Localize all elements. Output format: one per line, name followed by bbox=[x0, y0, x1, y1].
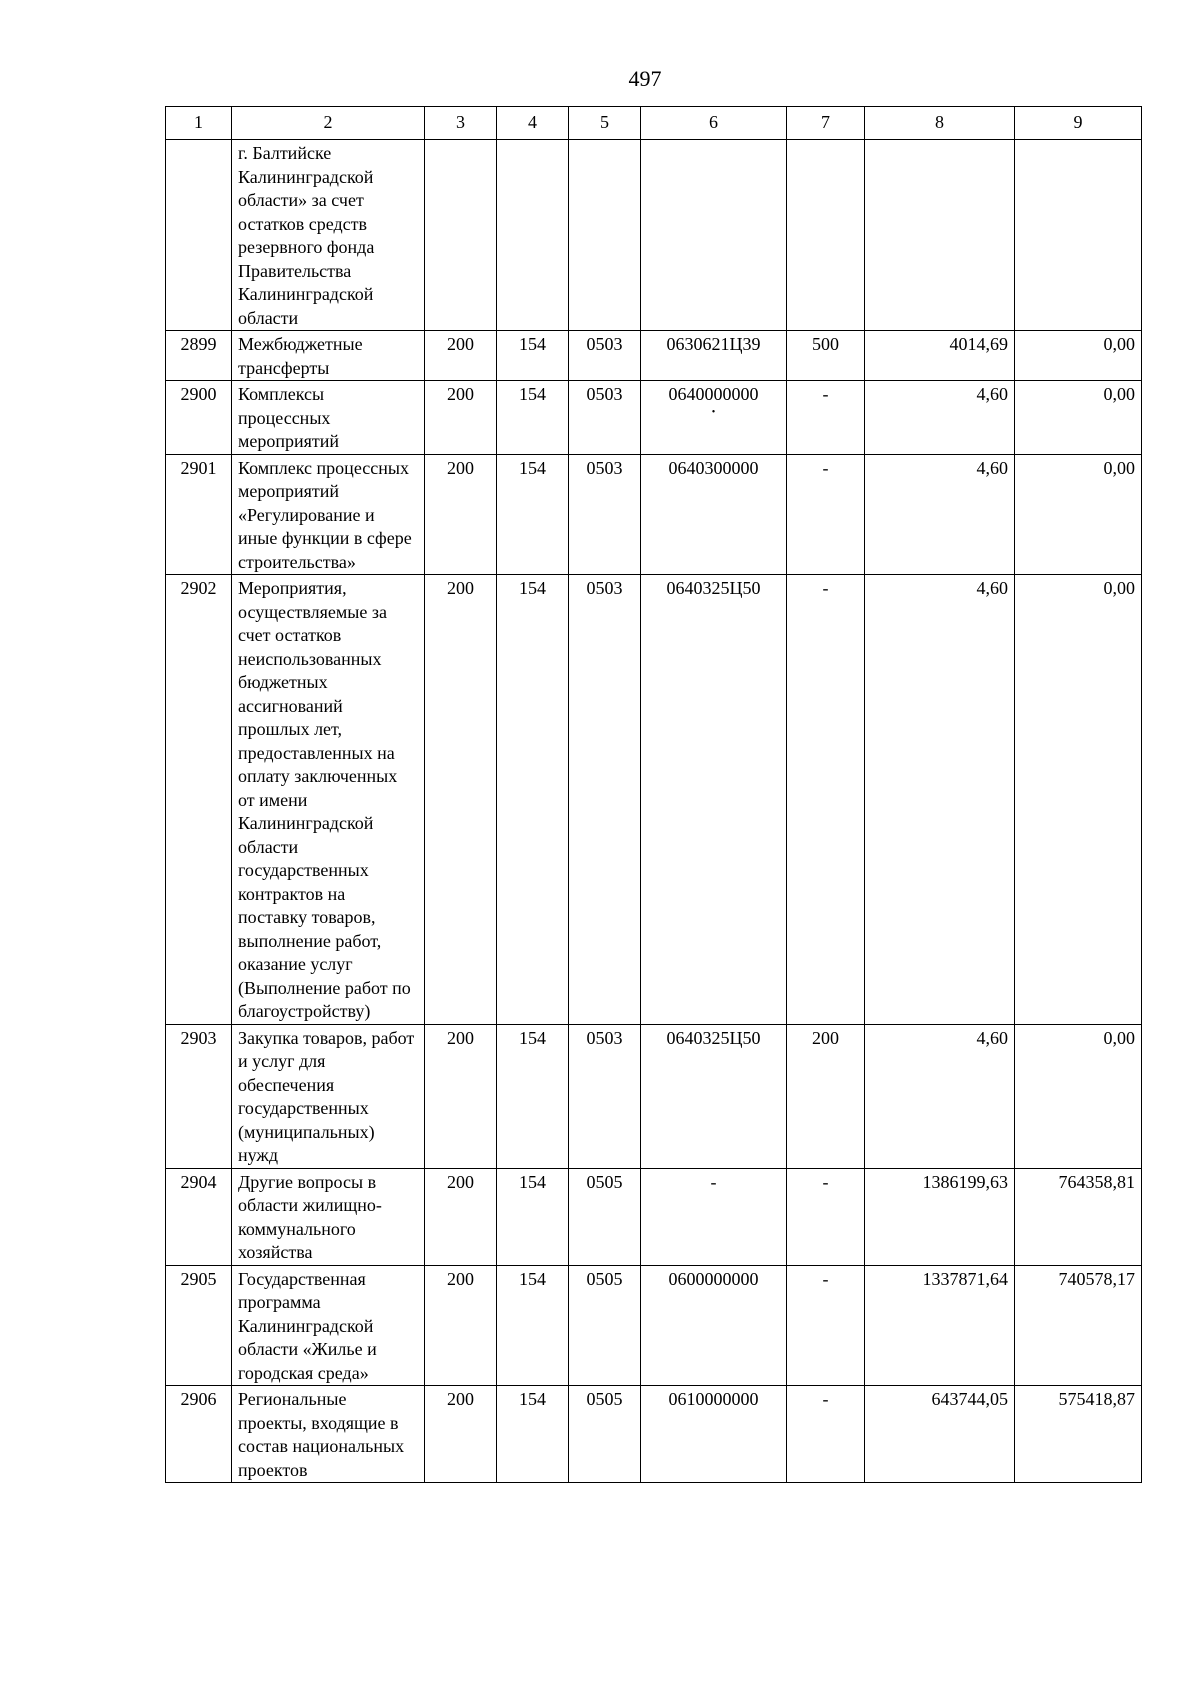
row-number-cell: 2902 bbox=[166, 575, 232, 1025]
table-row bbox=[166, 1024, 1142, 1168]
cell-col5: 0505 bbox=[569, 1168, 641, 1265]
item-name-cell: Комплексы процессных мероприятий bbox=[232, 381, 425, 455]
cell-col9: 764358,81 bbox=[1015, 1168, 1142, 1265]
budget-table bbox=[165, 106, 1142, 1483]
cell-col4: 154 bbox=[497, 1265, 569, 1386]
cell-col3: 200 bbox=[425, 1265, 497, 1386]
cell-col4: 154 bbox=[497, 575, 569, 1025]
cell-col7: - bbox=[787, 454, 865, 575]
cell-col3: 200 bbox=[425, 575, 497, 1025]
cell-col7: 500 bbox=[787, 331, 865, 381]
page-number: 497 bbox=[628, 66, 662, 91]
cell-col7: - bbox=[787, 381, 865, 455]
row-number-cell: 2900 bbox=[166, 381, 232, 455]
cell-col4: 154 bbox=[497, 1386, 569, 1483]
cell-col9: 740578,17 bbox=[1015, 1265, 1142, 1386]
column-header: 6 bbox=[641, 107, 787, 140]
cell-col4: 154 bbox=[497, 1024, 569, 1168]
cell-col4: 154 bbox=[497, 331, 569, 381]
item-name-cell: Другие вопросы в области жилищно-коммунального хозяйства bbox=[232, 1168, 425, 1265]
column-header: 4 bbox=[497, 107, 569, 140]
cell-col6: 0640300000 bbox=[641, 454, 787, 575]
table-row bbox=[166, 1265, 1142, 1386]
cell-col8: 4,60 bbox=[865, 575, 1015, 1025]
cell-col6: 0630621Ц39 bbox=[641, 331, 787, 381]
row-number-cell: 2899 bbox=[166, 331, 232, 381]
column-header: 2 bbox=[232, 107, 425, 140]
column-header: 5 bbox=[569, 107, 641, 140]
cell-col5: 0503 bbox=[569, 454, 641, 575]
cell-col8: 4014,69 bbox=[865, 331, 1015, 381]
column-header: 7 bbox=[787, 107, 865, 140]
cell-col6-value: 0640000000 bbox=[668, 384, 759, 404]
cell-col4 bbox=[497, 140, 569, 331]
cell-col9: 0,00 bbox=[1015, 331, 1142, 381]
cell-col8: 4,60 bbox=[865, 1024, 1015, 1168]
column-header: 8 bbox=[865, 107, 1015, 140]
item-name-cell: Межбюджетные трансферты bbox=[232, 331, 425, 381]
cell-col9: 0,00 bbox=[1015, 575, 1142, 1025]
cell-col6 bbox=[641, 140, 787, 331]
cell-col5: 0503 bbox=[569, 575, 641, 1025]
cell-col7: - bbox=[787, 1265, 865, 1386]
cell-col4: 154 bbox=[497, 381, 569, 455]
cell-col5: 0503 bbox=[569, 331, 641, 381]
cell-col7: - bbox=[787, 1168, 865, 1265]
cell-col9: 0,00 bbox=[1015, 1024, 1142, 1168]
cell-col4: 154 bbox=[497, 454, 569, 575]
cell-col6: 0640325Ц50 bbox=[641, 1024, 787, 1168]
table-row bbox=[166, 1168, 1142, 1265]
table-header-row bbox=[166, 107, 1142, 140]
cell-col9: 575418,87 bbox=[1015, 1386, 1142, 1483]
cell-col9 bbox=[1015, 140, 1142, 331]
cell-col3 bbox=[425, 140, 497, 331]
cell-col8: 4,60 bbox=[865, 381, 1015, 455]
cell-col4: 154 bbox=[497, 1168, 569, 1265]
cell-col8: 1337871,64 bbox=[865, 1265, 1015, 1386]
table-row bbox=[166, 575, 1142, 1025]
item-name-cell: Региональные проекты, входящие в состав национальных проектов bbox=[232, 1386, 425, 1483]
column-header: 1 bbox=[166, 107, 232, 140]
column-header: 3 bbox=[425, 107, 497, 140]
cell-col5: 0503 bbox=[569, 1024, 641, 1168]
cell-col7 bbox=[787, 140, 865, 331]
cell-col5: 0505 bbox=[569, 1265, 641, 1386]
row-number-cell: 2904 bbox=[166, 1168, 232, 1265]
cell-col7: - bbox=[787, 1386, 865, 1483]
cell-col3: 200 bbox=[425, 1024, 497, 1168]
table-row bbox=[166, 454, 1142, 575]
cell-col5 bbox=[569, 140, 641, 331]
item-name-cell: Государственная программа Калининградской области «Жилье и городская среда» bbox=[232, 1265, 425, 1386]
cell-col3: 200 bbox=[425, 454, 497, 575]
row-number-cell: 2903 bbox=[166, 1024, 232, 1168]
cell-col5: 0505 bbox=[569, 1386, 641, 1483]
cell-col3: 200 bbox=[425, 1386, 497, 1483]
table-row bbox=[166, 1386, 1142, 1483]
item-name-cell: Комплекс процессных мероприятий «Регулирование и иные функции в сфере строительства» bbox=[232, 454, 425, 575]
table-row bbox=[166, 331, 1142, 381]
cell-col3: 200 bbox=[425, 331, 497, 381]
item-name-cell: г. Балтийске Калининградской области» за счет остатков средств резервного фонда Правительства Калининградской области bbox=[232, 140, 425, 331]
cell-col3: 200 bbox=[425, 1168, 497, 1265]
cell-col5: 0503 bbox=[569, 381, 641, 455]
item-name-cell: Закупка товаров, работ и услуг для обеспечения государственных (муниципальных) нужд bbox=[232, 1024, 425, 1168]
row-number-cell: 2901 bbox=[166, 454, 232, 575]
stray-dot-mark: • bbox=[711, 406, 716, 418]
row-number-cell bbox=[166, 140, 232, 331]
cell-col6: 0640325Ц50 bbox=[641, 575, 787, 1025]
cell-col6: 0610000000 bbox=[641, 1386, 787, 1483]
cell-col8: 1386199,63 bbox=[865, 1168, 1015, 1265]
item-name-cell: Мероприятия, осуществляемые за счет остатков неиспользованных бюджетных ассигнований прошлых лет, предоставленных на оплату заключенных от имени Калининградской области государственных контрактов на поставку товаров, выполнение работ, оказание услуг (Выполнение работ по благоустройству) bbox=[232, 575, 425, 1025]
cell-col6: - bbox=[641, 1168, 787, 1265]
column-header: 9 bbox=[1015, 107, 1142, 140]
row-number-cell: 2905 bbox=[166, 1265, 232, 1386]
cell-col8: 4,60 bbox=[865, 454, 1015, 575]
table-row bbox=[166, 381, 1142, 455]
cell-col6: 0600000000 bbox=[641, 1265, 787, 1386]
cell-col8 bbox=[865, 140, 1015, 331]
cell-col9: 0,00 bbox=[1015, 381, 1142, 455]
cell-col7: - bbox=[787, 575, 865, 1025]
cell-col6 bbox=[641, 381, 787, 455]
cell-col8: 643744,05 bbox=[865, 1386, 1015, 1483]
row-number-cell: 2906 bbox=[166, 1386, 232, 1483]
cell-col7: 200 bbox=[787, 1024, 865, 1168]
cell-col9: 0,00 bbox=[1015, 454, 1142, 575]
table-row bbox=[166, 140, 1142, 331]
cell-col3: 200 bbox=[425, 381, 497, 455]
